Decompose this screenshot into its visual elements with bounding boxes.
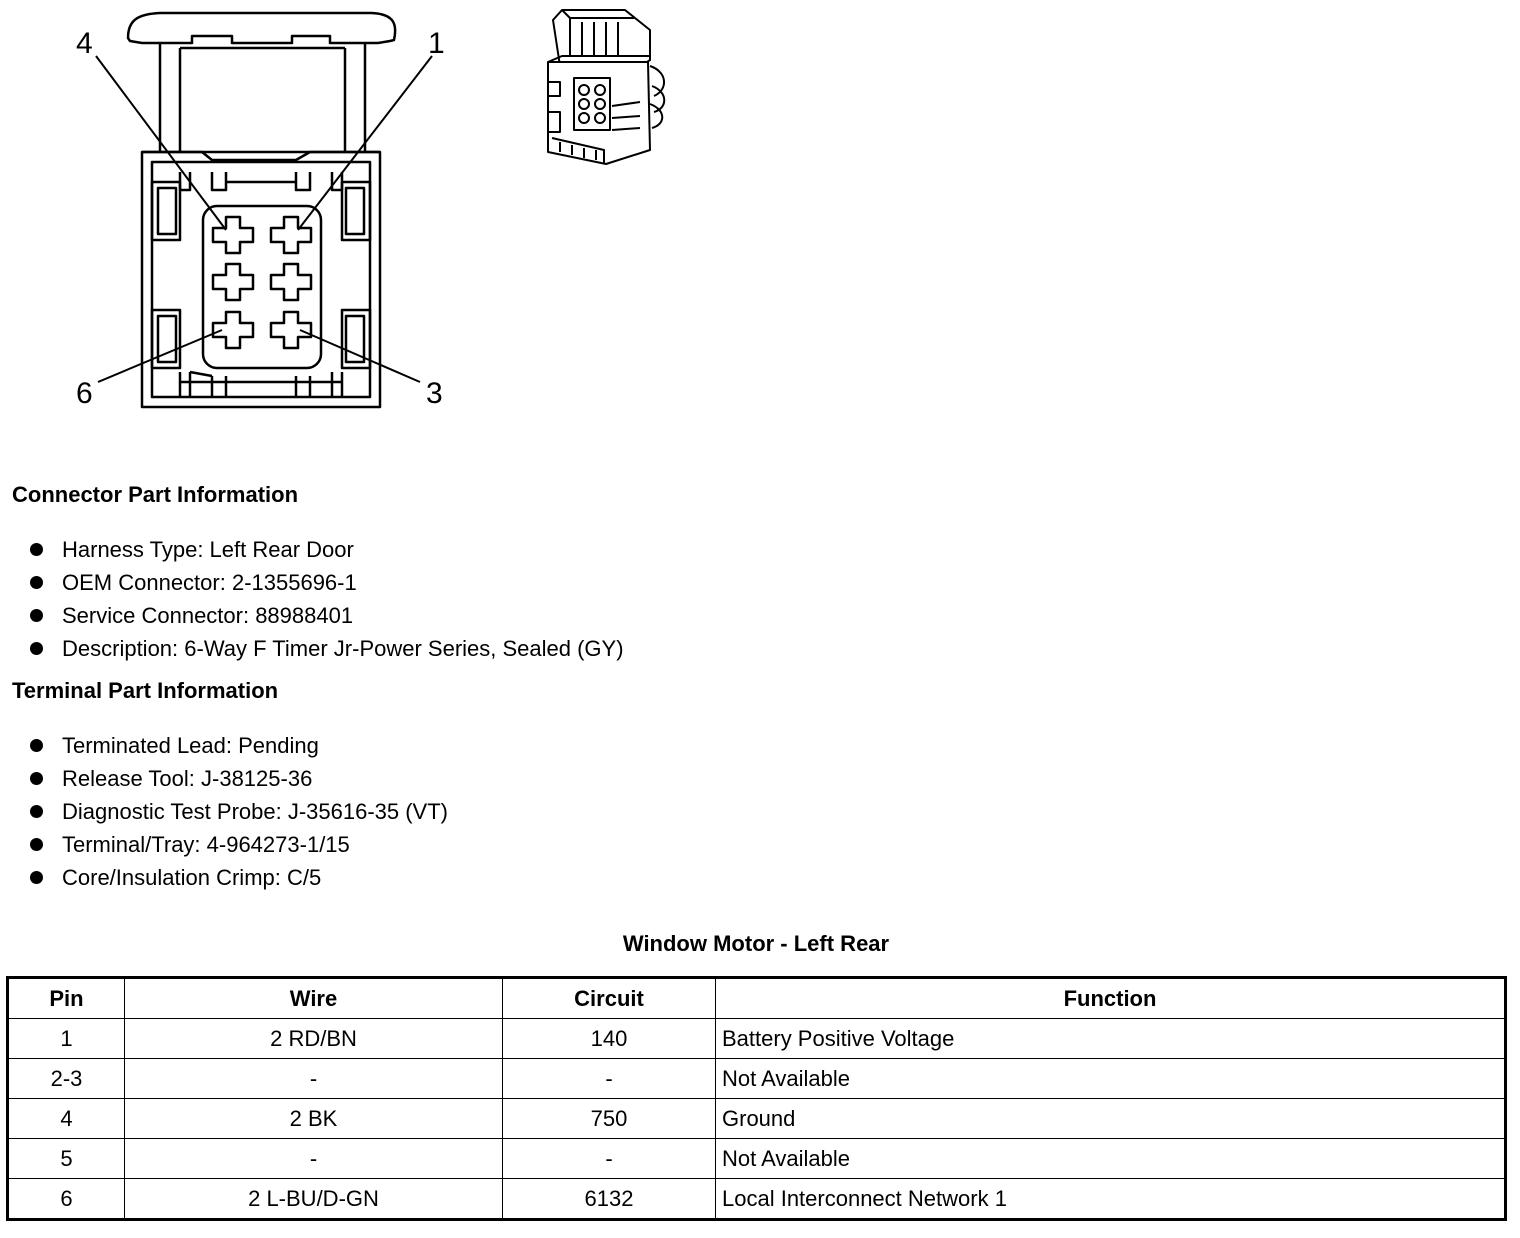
bullet-icon <box>30 805 43 818</box>
terminal-cavity-2 <box>271 264 311 300</box>
bullet-icon <box>30 739 43 752</box>
cell-pin: 5 <box>8 1139 125 1179</box>
list-item: Harness Type: Left Rear Door <box>28 533 624 566</box>
table-title: Window Motor - Left Rear <box>622 931 890 956</box>
cell-wire: - <box>125 1059 503 1099</box>
bullet-icon <box>30 838 43 851</box>
list-item: Release Tool: J-38125-36 <box>28 762 448 795</box>
cell-circuit: - <box>503 1139 716 1179</box>
table-row <box>8 1019 1506 1059</box>
list-item: Core/Insulation Crimp: C/5 <box>28 861 448 894</box>
cell-function: Ground <box>716 1099 1506 1139</box>
connector-face-diagram <box>0 0 700 420</box>
list-item: Terminal/Tray: 4-964273-1/15 <box>28 828 448 861</box>
pin-label-4: 4 <box>76 27 93 60</box>
connector-isometric-illustration <box>548 10 664 164</box>
table-header-row <box>8 978 1506 1019</box>
cell-circuit: - <box>503 1059 716 1099</box>
cell-circuit: 750 <box>503 1099 716 1139</box>
leader-line-3 <box>300 330 420 382</box>
cavity-block <box>203 206 321 368</box>
bullet-icon <box>30 609 43 622</box>
pin-label-1: 1 <box>428 27 445 60</box>
connector-part-info-list <box>28 533 624 665</box>
column-header-function: Function <box>716 978 1506 1019</box>
table-row <box>8 1179 1506 1220</box>
cell-wire: - <box>125 1139 503 1179</box>
cell-function: Battery Positive Voltage <box>716 1019 1506 1059</box>
cell-wire: 2 L-BU/D-GN <box>125 1179 503 1220</box>
terminal-cavity-4 <box>213 217 253 253</box>
cell-pin: 4 <box>8 1099 125 1139</box>
cell-circuit: 6132 <box>503 1179 716 1220</box>
cell-function: Local Interconnect Network 1 <box>716 1179 1506 1220</box>
pinout-table <box>6 976 1507 1221</box>
cell-wire: 2 RD/BN <box>125 1019 503 1059</box>
terminal-cavity-5 <box>213 264 253 300</box>
list-item: Terminated Lead: Pending <box>28 729 448 762</box>
list-item: Description: 6-Way F Timer Jr-Power Series, Sealed (GY) <box>28 632 624 665</box>
bullet-icon <box>30 543 43 556</box>
table-row <box>8 1139 1506 1179</box>
column-header-circuit: Circuit <box>503 978 716 1019</box>
list-item: Diagnostic Test Probe: J-35616-35 (VT) <box>28 795 448 828</box>
bullet-icon <box>30 642 43 655</box>
connector-part-info-heading: Connector Part Information <box>12 482 299 507</box>
bullet-icon <box>30 772 43 785</box>
bullet-icon <box>30 576 43 589</box>
column-header-wire: Wire <box>125 978 503 1019</box>
cell-pin: 1 <box>8 1019 125 1059</box>
cell-function: Not Available <box>716 1059 1506 1099</box>
bullet-icon <box>30 871 43 884</box>
terminal-part-info-heading: Terminal Part Information <box>12 678 279 703</box>
pin-label-3: 3 <box>426 377 443 410</box>
cell-function: Not Available <box>716 1139 1506 1179</box>
cell-pin: 2-3 <box>8 1059 125 1099</box>
table-row <box>8 1059 1506 1099</box>
list-item: Service Connector: 88988401 <box>28 599 624 632</box>
connector-latch <box>128 13 395 43</box>
cell-circuit: 140 <box>503 1019 716 1059</box>
terminal-cavity-6 <box>213 312 253 348</box>
cell-wire: 2 BK <box>125 1099 503 1139</box>
column-header-pin: Pin <box>8 978 125 1019</box>
table-row <box>8 1099 1506 1139</box>
cell-pin: 6 <box>8 1179 125 1220</box>
list-item: OEM Connector: 2-1355696-1 <box>28 566 624 599</box>
terminal-cavity-3 <box>271 312 311 348</box>
pin-label-6: 6 <box>76 377 93 410</box>
terminal-part-info-list <box>28 729 448 894</box>
